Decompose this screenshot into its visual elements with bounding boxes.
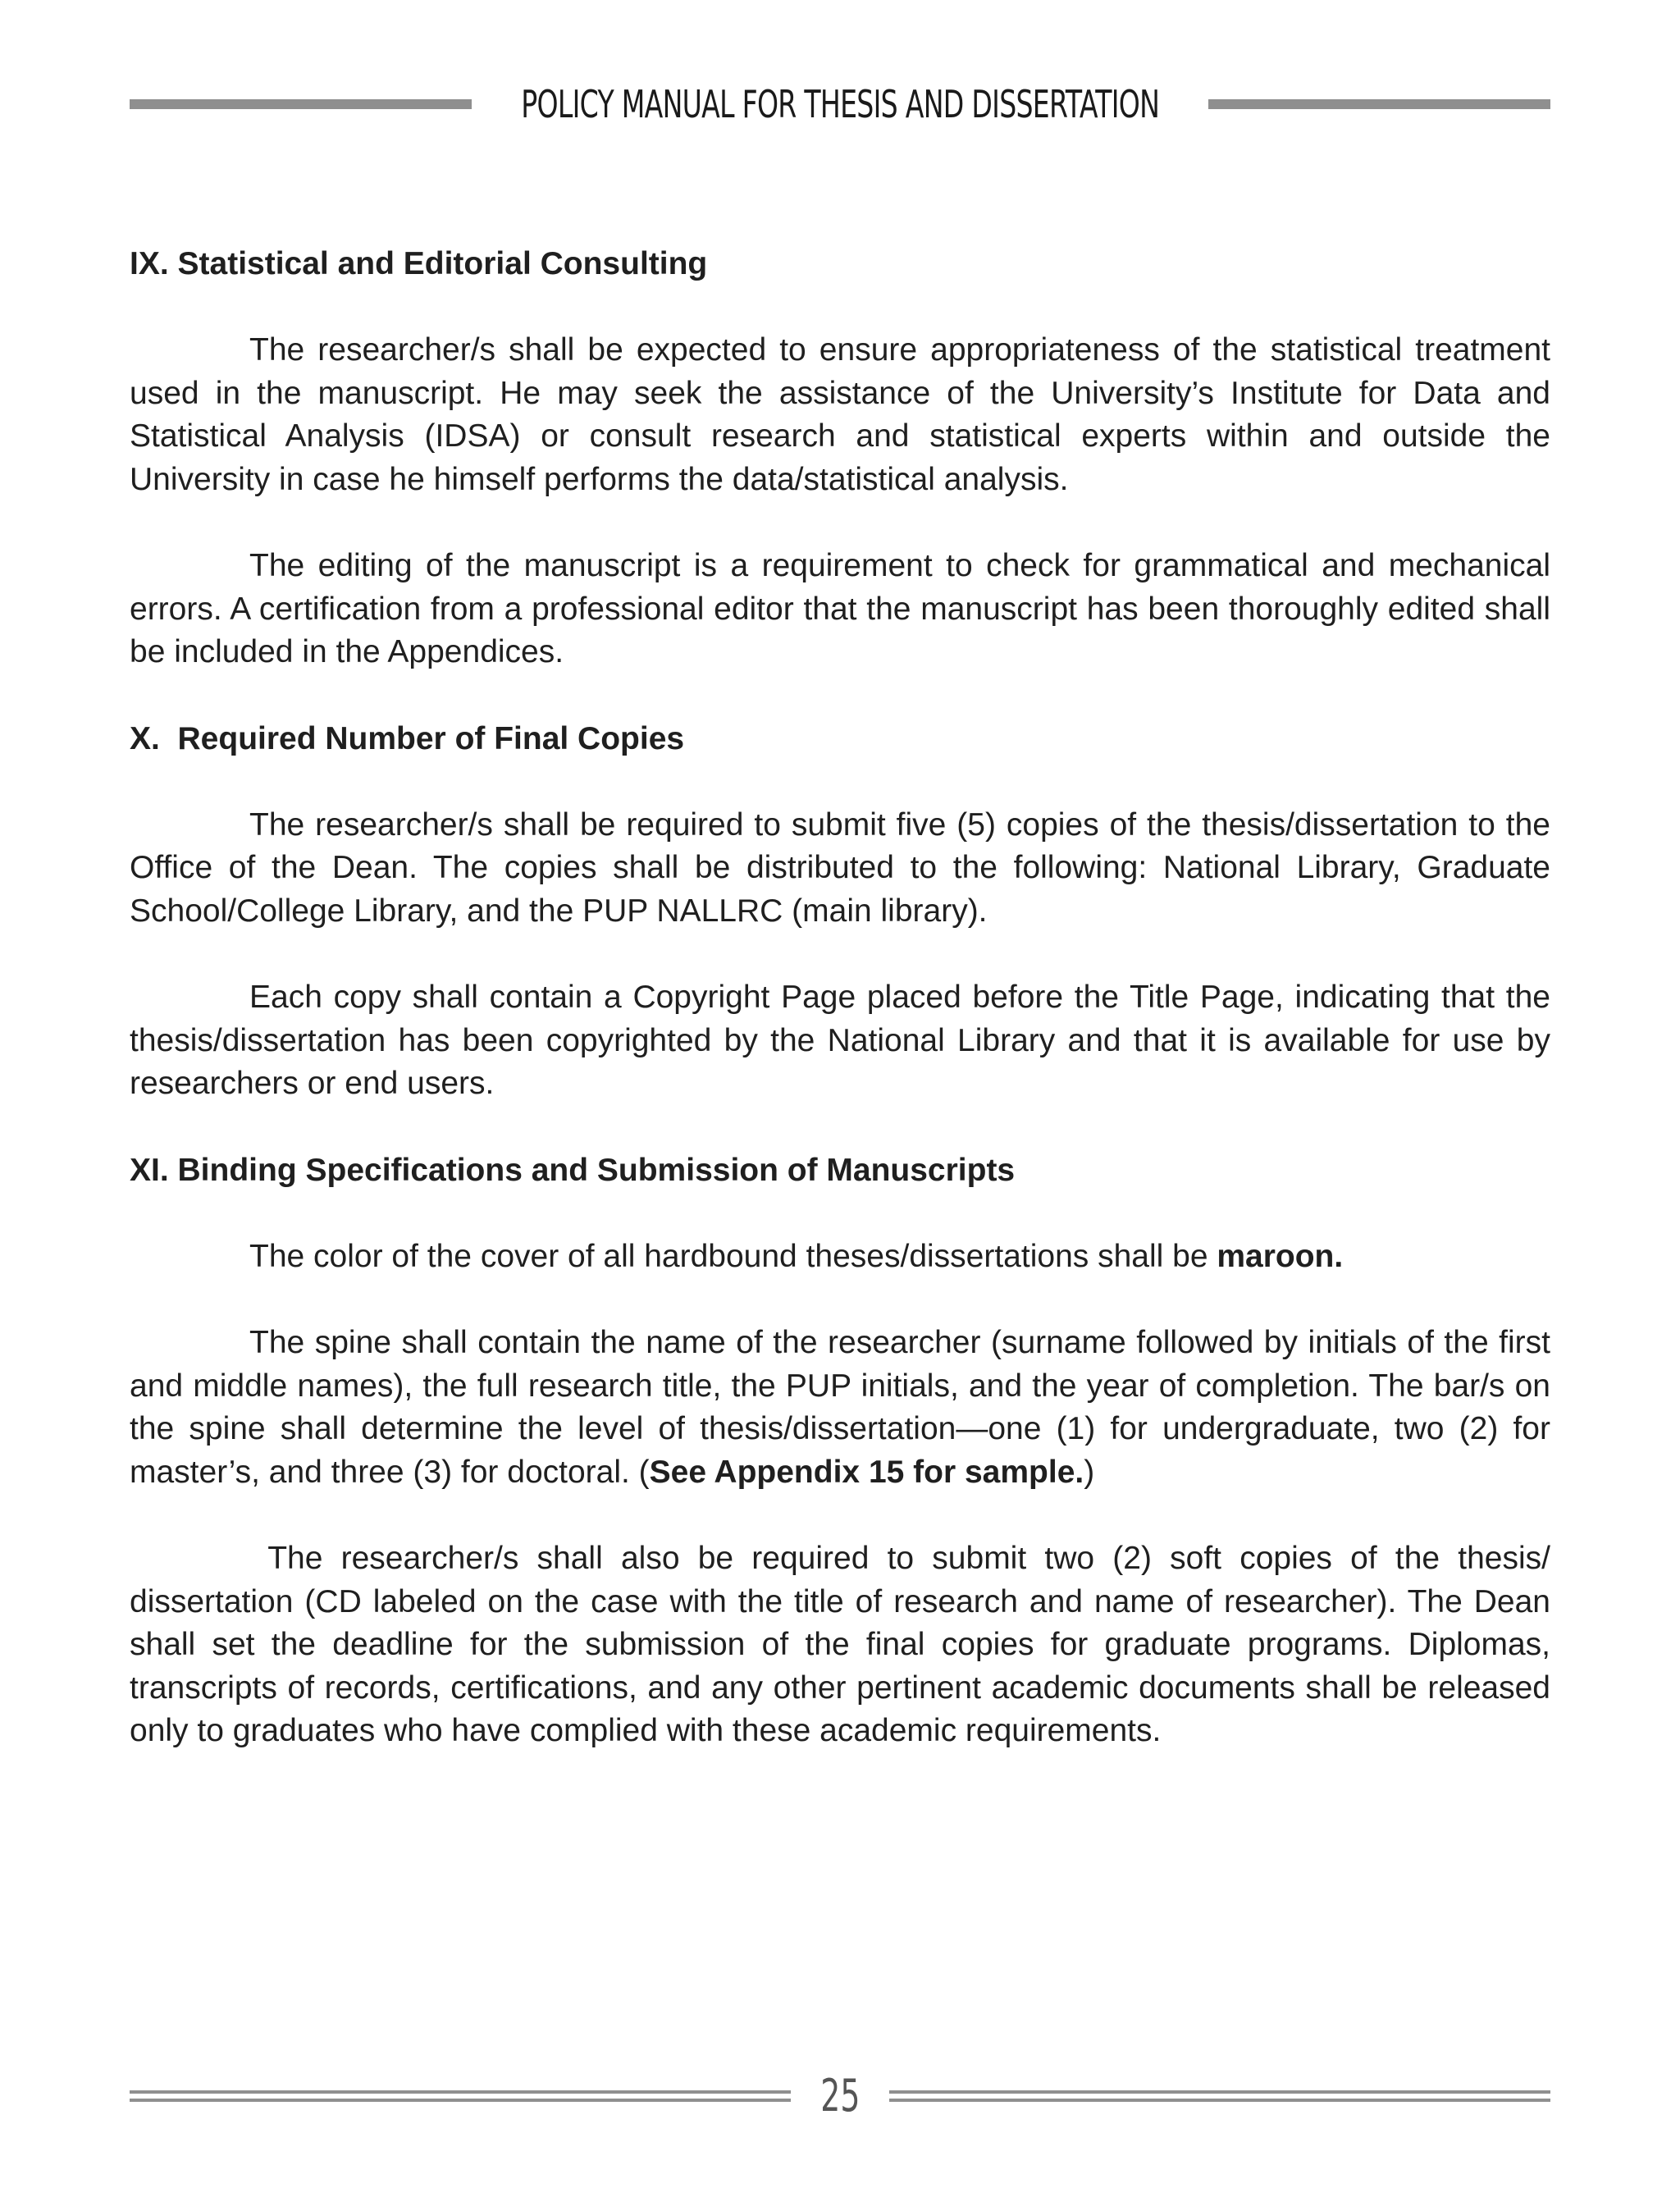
page-number: 25 bbox=[819, 2070, 861, 2122]
page-body bbox=[130, 243, 1559, 1753]
footer-rule-right bbox=[889, 2090, 1550, 2102]
section-heading-xi: XI. Binding Specifications and Submission of Manuscripts bbox=[130, 1152, 1016, 1188]
footer-rule-left bbox=[130, 2090, 791, 2102]
header-rule-left bbox=[130, 99, 472, 109]
running-title: POLICY MANUAL FOR THESIS AND DISSERTATION bbox=[521, 82, 1159, 126]
spine-appendix-reference: See Appendix 15 for sample. bbox=[649, 1454, 1084, 1490]
paragraph-soft-copies: The researcher/s shall also be required to submit two (2) soft copies of the thesis/ dissertation (CD labeled on the case with the title of research and name of researcher). The Dean shall set the deadline for the submission of the final copies for graduate programs. Diplomas, transcripts of records, certifications, and any other pertinent academic documents shall be released only to graduates who have complied with these academic requirements. bbox=[130, 1541, 1559, 1748]
section-heading-x: X. Required Number of Final Copies bbox=[130, 720, 685, 756]
paragraph-cover-color bbox=[130, 1236, 1550, 1279]
paragraph-final-copies: The researcher/s shall be required to submit five (5) copies of the thesis/dissertation to the Office of the Dean. The copies shall be distributed to the following: National Library, Graduate School/College Library, and the PUP NALLRC (main library). bbox=[130, 806, 1550, 929]
page-header bbox=[130, 75, 1550, 133]
paragraph-statistical-treatment: The researcher/s shall be expected to ensure appropriateness of the statistical treatment used in the manuscript. He may seek the assistance of the University’s Institute for Data and Statistical Analysis (IDSA) or consult research and statistical experts within and outside the University in case he himself performs the data/statistical analysis. bbox=[130, 332, 1550, 497]
page-footer bbox=[130, 2067, 1550, 2125]
spine-text: The spine shall contain the name of the researcher (surname followed by initials of the first and middle names), the full research title, the PUP initials, and the year of completion. The bar/s on the spine shall determine the level of thesis/dissertation—one (1) for undergraduate, two (2) for master’s, and three (3) for doctoral. ( bbox=[130, 1325, 1550, 1490]
section-heading-ix: IX. Statistical and Editorial Consulting bbox=[130, 246, 708, 281]
cover-color-text: The color of the cover of all hardbound theses/dissertations shall be bbox=[249, 1238, 1217, 1274]
paragraph-editing: The editing of the manuscript is a requirement to check for grammatical and mechanical errors. A certification from a professional editor that the manuscript has been thoroughly edited shall be included in the Appendices. bbox=[130, 548, 1550, 669]
cover-color-value: maroon. bbox=[1217, 1238, 1344, 1274]
paragraph-spine bbox=[130, 1322, 1550, 1494]
spine-text-end: ) bbox=[1084, 1454, 1095, 1490]
paragraph-copyright-page: Each copy shall contain a Copyright Page placed before the Title Page, indicating that the thesis/dissertation has been copyrighted by the National Library and that it is available for use by researchers or end users. bbox=[130, 980, 1550, 1101]
header-rule-right bbox=[1208, 99, 1550, 109]
